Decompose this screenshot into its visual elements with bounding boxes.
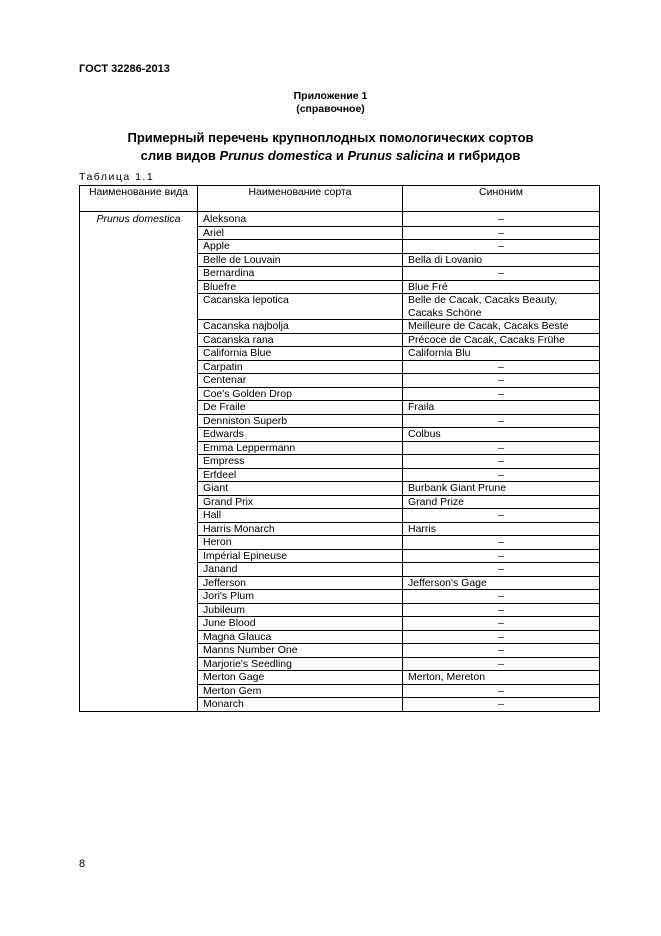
variety-name-cell: Hall (198, 509, 403, 523)
table-caption: Таблица 1.1 (79, 171, 155, 183)
synonym-cell: Burbank Giant Prune (403, 482, 600, 496)
synonym-cell: – (403, 360, 600, 374)
variety-name-cell: De Fraile (198, 401, 403, 415)
synonym-cell: – (403, 630, 600, 644)
variety-name-cell: Cacanska lepotica (198, 294, 403, 320)
synonym-cell: – (403, 387, 600, 401)
synonym-cell: Belle de Cacak, Cacaks Beauty, Cacaks Schöne (403, 294, 600, 320)
section-title-line1: Примерный перечень крупноплодных помологических сортов (127, 130, 534, 145)
variety-name-cell: Centenar (198, 374, 403, 388)
synonym-cell: Harris (403, 522, 600, 536)
appendix-subtitle: (справочное) (296, 103, 365, 115)
synonym-cell: – (403, 212, 600, 227)
synonym-cell: – (403, 441, 600, 455)
synonym-cell: – (403, 698, 600, 712)
variety-name-cell: Erfdeel (198, 468, 403, 482)
synonym-cell: Grand Prize (403, 495, 600, 509)
variety-name-cell: Merton Gage (198, 671, 403, 685)
synonym-cell: – (403, 549, 600, 563)
variety-name-cell: Grand Prix (198, 495, 403, 509)
variety-name-cell: California Blue (198, 347, 403, 361)
synonym-cell: – (403, 374, 600, 388)
synonym-cell: – (403, 455, 600, 469)
header-species: Наименование вида (80, 186, 198, 212)
appendix-title: Приложение 1 (293, 90, 368, 102)
synonym-cell: – (403, 536, 600, 550)
title-part: и (332, 148, 348, 163)
synonym-cell: – (403, 509, 600, 523)
synonym-cell: Jefferson's Gage (403, 576, 600, 590)
varieties-table (79, 185, 600, 712)
variety-name-cell: Jubileum (198, 603, 403, 617)
synonym-cell: – (403, 644, 600, 658)
variety-name-cell: Coe's Golden Drop (198, 387, 403, 401)
variety-name-cell: Cacanska najbolja (198, 320, 403, 334)
header-synonym: Синоним (403, 186, 600, 212)
synonym-cell: – (403, 590, 600, 604)
variety-name-cell: Heron (198, 536, 403, 550)
table-body (80, 212, 600, 712)
synonym-cell: Merton, Mereton (403, 671, 600, 685)
synonym-cell: – (403, 603, 600, 617)
page-number: 8 (79, 858, 86, 870)
title-part: и гибридов (443, 148, 521, 163)
variety-name-cell: Belle de Louvain (198, 253, 403, 267)
variety-name-cell: Carpatin (198, 360, 403, 374)
title-species-salicina: Prunus salicina (347, 148, 444, 163)
synonym-cell: Colbus (403, 428, 600, 442)
title-part: слив видов (140, 148, 220, 163)
variety-name-cell: Bluefre (198, 280, 403, 294)
variety-name-cell: Marjorie's Seedling (198, 657, 403, 671)
synonym-cell: – (403, 563, 600, 577)
synonym-cell: – (403, 657, 600, 671)
variety-name-cell: Edwards (198, 428, 403, 442)
variety-name-cell: Aleksona (198, 212, 403, 227)
synonym-cell: Blue Fré (403, 280, 600, 294)
synonym-cell: California Blu (403, 347, 600, 361)
variety-name-cell: Merton Gem (198, 684, 403, 698)
title-species-domestica: Prunus domestica (219, 148, 333, 163)
variety-name-cell: Giant (198, 482, 403, 496)
synonym-cell: Meilleure de Cacak, Cacaks Beste (403, 320, 600, 334)
synonym-cell: – (403, 684, 600, 698)
synonym-cell: Fraila (403, 401, 600, 415)
synonym-cell: – (403, 267, 600, 281)
species-cell: Prunus domestica (80, 212, 198, 712)
table-row (80, 212, 600, 227)
variety-name-cell: Denniston Superb (198, 414, 403, 428)
variety-name-cell: Janand (198, 563, 403, 577)
variety-name-cell: Ariel (198, 226, 403, 240)
variety-name-cell: June Blood (198, 617, 403, 631)
section-title-line2 (0, 146, 661, 165)
variety-name-cell: Cacanska rana (198, 333, 403, 347)
header-variety: Наименование сорта (198, 186, 403, 212)
variety-name-cell: Impérial Epineuse (198, 549, 403, 563)
variety-name-cell: Jori's Plum (198, 590, 403, 604)
variety-name-cell: Monarch (198, 698, 403, 712)
synonym-cell: – (403, 240, 600, 254)
variety-name-cell: Manns Number One (198, 644, 403, 658)
synonym-cell: – (403, 226, 600, 240)
synonym-cell: – (403, 414, 600, 428)
variety-name-cell: Apple (198, 240, 403, 254)
variety-name-cell: Jefferson (198, 576, 403, 590)
synonym-cell: – (403, 617, 600, 631)
variety-name-cell: Harris Monarch (198, 522, 403, 536)
variety-name-cell: Emma Leppermann (198, 441, 403, 455)
document-code: ГОСТ 32286-2013 (79, 63, 170, 75)
synonym-cell: Bella di Lovanio (403, 253, 600, 267)
variety-name-cell: Empress (198, 455, 403, 469)
table-header-row (80, 186, 600, 212)
variety-name-cell: Bernardina (198, 267, 403, 281)
variety-name-cell: Magna Glauca (198, 630, 403, 644)
synonym-cell: Précoce de Cacak, Cacaks Frühe (403, 333, 600, 347)
synonym-cell: – (403, 468, 600, 482)
